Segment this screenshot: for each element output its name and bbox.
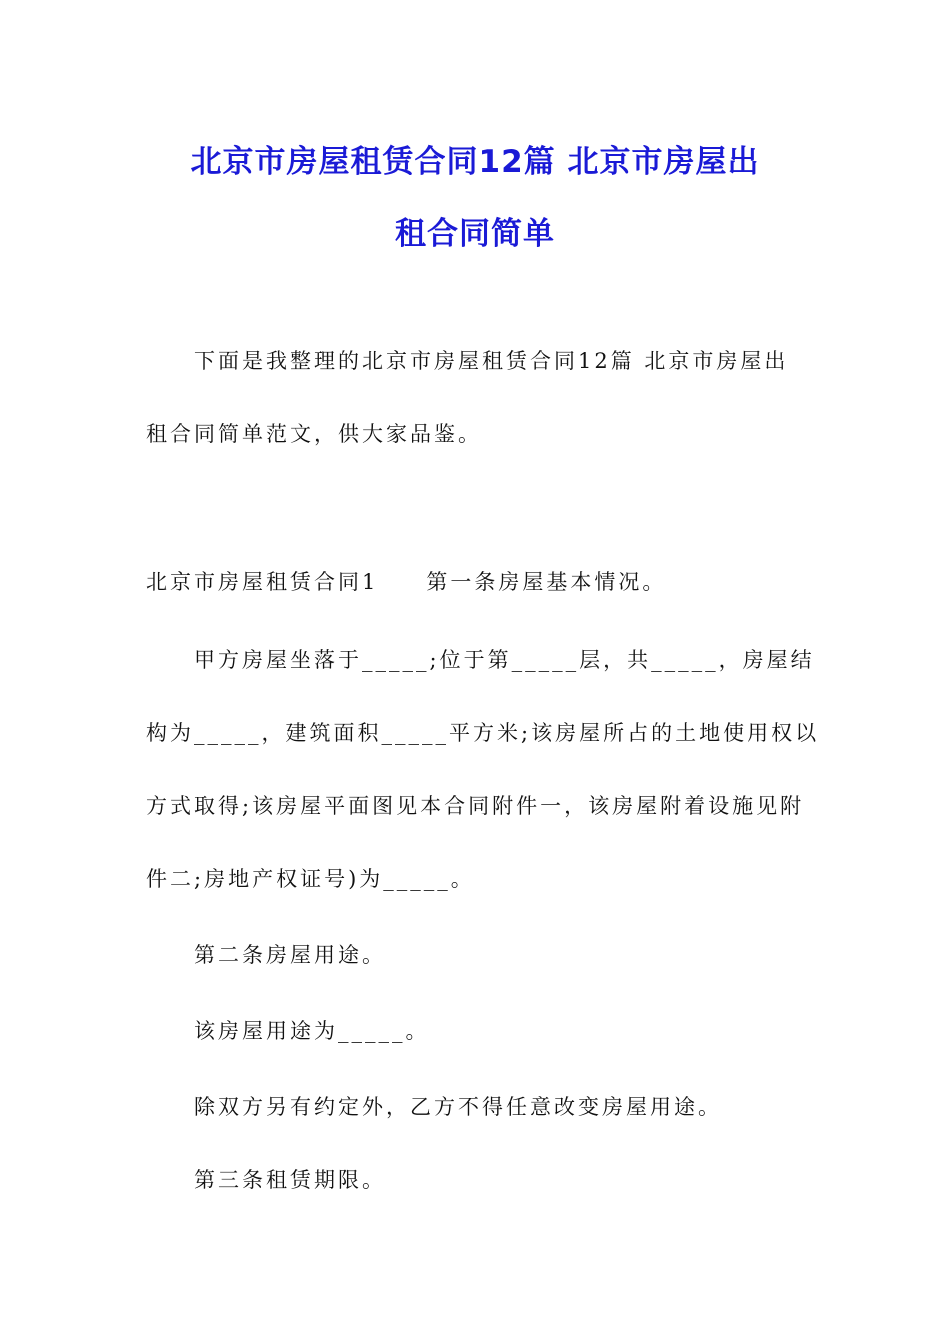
article-1-line-3: 方式取得;该房屋平面图见本合同附件一，该房屋附着设施见附	[146, 794, 805, 818]
article-2-title: 第二条房屋用途。	[194, 943, 386, 967]
article-1-line-1: 甲方房屋坐落于_____;位于第_____层，共_____，房屋结	[194, 648, 815, 672]
intro-line-1: 下面是我整理的北京市房屋租赁合同12篇 北京市房屋出	[194, 349, 789, 373]
intro-line-2: 租合同简单范文，供大家品鉴。	[146, 422, 482, 446]
article-1-title: 第一条房屋基本情况。	[426, 570, 667, 594]
article-2-line-1: 该房屋用途为_____。	[194, 1019, 430, 1043]
contract-heading-line	[146, 567, 666, 597]
article-1-line-2: 构为_____，建筑面积_____平方米;该房屋所占的土地使用权以	[146, 721, 820, 745]
document-title-line-2: 租合同简单	[395, 216, 555, 252]
article-1-line-4: 件二;房地产权证号)为_____。	[146, 867, 475, 891]
contract-heading: 北京市房屋租赁合同1	[146, 570, 379, 594]
article-3-title: 第三条租赁期限。	[194, 1168, 386, 1192]
document-title-line-1: 北京市房屋租赁合同12篇 北京市房屋出	[190, 144, 760, 180]
article-2-line-2: 除双方另有约定外，乙方不得任意改变房屋用途。	[194, 1095, 722, 1119]
